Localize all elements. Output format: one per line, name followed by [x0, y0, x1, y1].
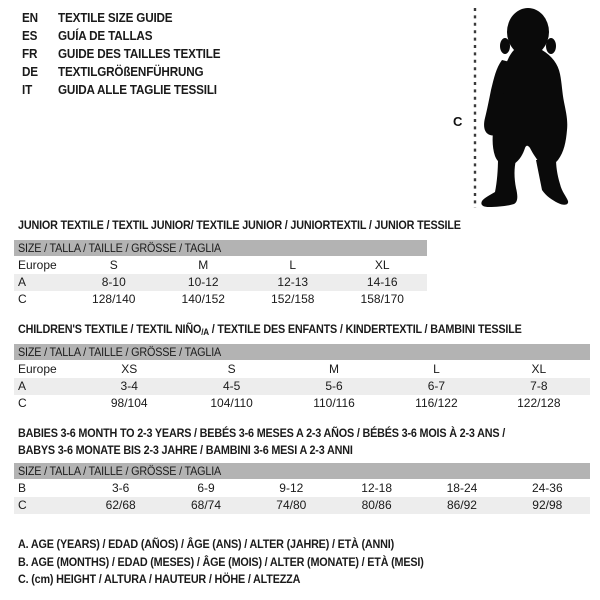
row-label: C: [18, 292, 27, 306]
size-cell: 110/116: [313, 396, 355, 410]
baby-silhouette: [481, 8, 568, 207]
height-measure-figure: [440, 0, 600, 215]
size-cell: 9-12: [279, 481, 304, 495]
lang-row-fr: [22, 45, 238, 63]
table-row: [14, 378, 590, 395]
size-cell: XL: [374, 258, 390, 272]
table-row: [14, 395, 590, 412]
lang-label: GUIDA ALLE TAGLIE TESSILI: [58, 82, 217, 97]
size-cell: 86/92: [446, 498, 477, 512]
size-cell: 62/68: [105, 498, 136, 512]
junior-size-table: [14, 240, 427, 308]
size-cell: 140/152: [181, 292, 225, 306]
children-size-table: [14, 344, 590, 412]
size-cell: 3-4: [120, 379, 138, 393]
table-row: [14, 361, 590, 378]
lang-label: TEXTILE SIZE GUIDE: [58, 10, 173, 25]
lang-row-it: [22, 81, 238, 99]
size-cell: S: [227, 362, 236, 376]
lang-code: FR: [22, 46, 38, 61]
row-label: Europe: [18, 258, 57, 272]
size-table-header: SIZE / TALLA / TAILLE / GRÖSSE / TAGLIA: [14, 463, 590, 479]
footnote-c: C. (cm) HEIGHT / ALTURA / HAUTEUR / HÖHE / ALTEZZA: [18, 572, 301, 586]
size-table-header: SIZE / TALLA / TAILLE / GRÖSSE / TAGLIA: [14, 344, 590, 360]
size-cell: 116/122: [415, 396, 458, 410]
language-title-block: [22, 9, 238, 99]
table-row: [14, 480, 590, 497]
table-row: [14, 291, 427, 308]
size-cell: 98/104: [110, 396, 148, 410]
footnotes: [18, 536, 469, 589]
size-cell: 4-5: [222, 379, 241, 393]
size-cell: 6-9: [197, 481, 215, 495]
row-label: A: [18, 275, 27, 289]
children-table-title: CHILDREN'S TEXTILE / TEXTIL NIÑO/A / TEXTILE DES ENFANTS / KINDERTEXTIL / BAMBINI TESSILE: [18, 322, 522, 337]
lang-row-de: [22, 63, 238, 81]
lang-code: IT: [22, 82, 33, 97]
table-row: [14, 257, 427, 274]
babies-size-table: [14, 463, 590, 514]
size-cell: 158/170: [360, 292, 404, 306]
row-label: Europe: [18, 362, 57, 376]
row-label: C: [18, 396, 27, 410]
size-cell: M: [198, 258, 209, 272]
baby-silhouette-icon: [440, 0, 600, 215]
size-cell: 104/110: [210, 396, 253, 410]
lang-code: EN: [22, 10, 38, 25]
row-label: B: [18, 481, 27, 495]
size-table-header: SIZE / TALLA / TAILLE / GRÖSSE / TAGLIA: [14, 240, 427, 256]
size-cell: 3-6: [111, 481, 130, 495]
size-cell: 122/128: [517, 396, 561, 410]
size-cell: XS: [121, 362, 138, 376]
size-cell: 80/86: [361, 498, 392, 512]
lang-row-es: [22, 27, 238, 45]
size-cell: L: [289, 258, 297, 272]
size-cell: 7-8: [530, 379, 548, 393]
size-cell: 74/80: [276, 498, 307, 512]
size-cell: 128/140: [92, 292, 136, 306]
size-cell: L: [433, 362, 440, 376]
lang-code: ES: [22, 28, 38, 43]
measure-label: C: [453, 114, 463, 129]
size-cell: 14-16: [366, 275, 398, 289]
size-cell: 18-24: [446, 481, 478, 495]
lang-label: GUÍA DE TALLAS: [58, 28, 153, 43]
size-cell: S: [109, 258, 118, 272]
size-cell: XL: [531, 362, 547, 376]
row-label: C: [18, 498, 27, 512]
size-cell: 24-36: [531, 481, 563, 495]
table-row: [14, 497, 590, 514]
size-cell: M: [329, 362, 340, 376]
size-cell: 12-13: [277, 275, 309, 289]
footnote-b: B. AGE (MONTHS) / EDAD (MESES) / ÂGE (MOIS) / ALTER (MONATE) / ETÀ (MESI): [18, 554, 424, 569]
size-cell: 8-10: [101, 275, 126, 289]
lang-code: DE: [22, 64, 38, 79]
size-cell: 152/158: [271, 292, 315, 306]
lang-row-en: [22, 9, 238, 27]
size-cell: 5-6: [325, 379, 343, 393]
lang-label: GUIDE DES TAILLES TEXTILE: [58, 46, 221, 61]
size-cell: 6-7: [427, 379, 446, 393]
babies-table-title: BABIES 3-6 MONTH TO 2-3 YEARS / BEBÉS 3-6 MESES A 2-3 AÑOS / BÉBÉS 3-6 MOIS À 2-3 ANS / BABYS 3-6 MONATE BIS 2-3 JAHRE / BAMBINI 3-6 MESI A 2-3 ANNI: [18, 426, 506, 457]
table-row: [14, 274, 427, 291]
junior-table-title: JUNIOR TEXTILE / TEXTIL JUNIOR/ TEXTILE JUNIOR / JUNIORTEXTIL / JUNIOR TESSILE: [18, 218, 461, 232]
size-cell: 68/74: [190, 498, 221, 512]
lang-label: TEXTILGRÖßENFÜHRUNG: [58, 64, 204, 79]
size-cell: 12-18: [361, 481, 392, 495]
row-label: A: [18, 379, 27, 393]
size-cell: 10-12: [187, 275, 219, 289]
size-cell: 92/98: [532, 498, 563, 512]
footnote-a: A. AGE (YEARS) / EDAD (AÑOS) / ÂGE (ANS) / ALTER (JAHRE) / ETÀ (ANNI): [18, 537, 394, 551]
